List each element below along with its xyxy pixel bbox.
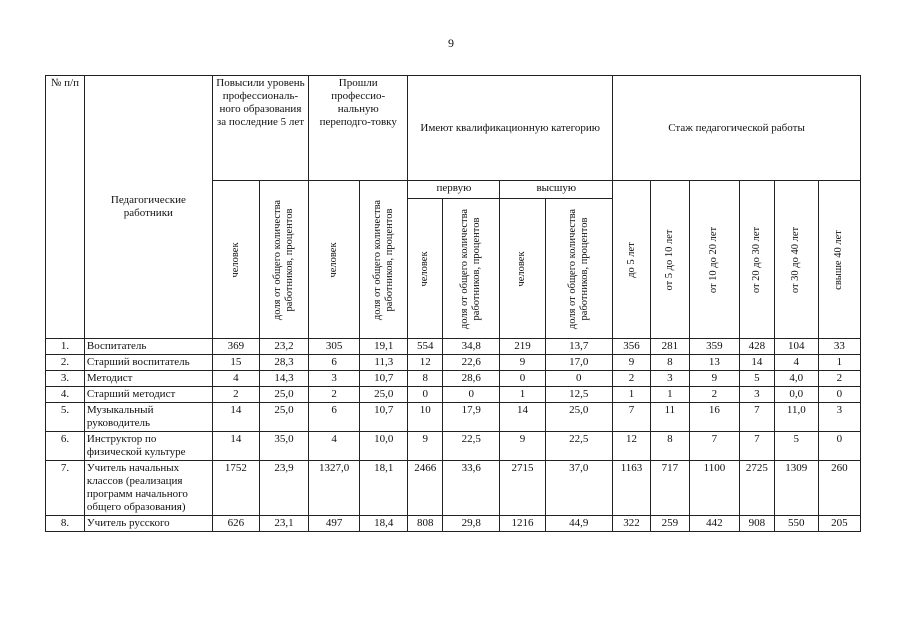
header-qual-high: высшую bbox=[500, 181, 613, 199]
row-value: 3 bbox=[739, 387, 774, 403]
row-value: 22,6 bbox=[443, 355, 500, 371]
row-value: 104 bbox=[774, 339, 818, 355]
row-value: 28,6 bbox=[443, 371, 500, 387]
header-experience: Стаж педагогической работы bbox=[613, 76, 861, 181]
row-value: 7 bbox=[739, 403, 774, 432]
row-value: 44,9 bbox=[545, 516, 613, 532]
row-value: 2 bbox=[818, 371, 860, 387]
header-num: № п/п bbox=[46, 76, 85, 339]
row-value: 2 bbox=[613, 371, 651, 387]
row-value: 442 bbox=[689, 516, 739, 532]
table-row bbox=[46, 387, 861, 403]
row-value: 19,1 bbox=[360, 339, 408, 355]
row-value: 356 bbox=[613, 339, 651, 355]
row-position: Воспитатель bbox=[84, 339, 212, 355]
row-position: Инструктор по физической культуре bbox=[84, 432, 212, 461]
row-number: 1. bbox=[46, 339, 85, 355]
col-first-people: человек bbox=[419, 250, 431, 287]
row-value: 9 bbox=[500, 432, 545, 461]
col-exp-1: от 5 до 10 лет bbox=[663, 228, 675, 291]
col-retrain-share: доля от общего количества работников, процентов bbox=[371, 199, 395, 320]
row-value: 497 bbox=[309, 516, 360, 532]
staff-table bbox=[45, 75, 861, 532]
row-value: 7 bbox=[739, 432, 774, 461]
row-value: 6 bbox=[309, 403, 360, 432]
row-value: 7 bbox=[613, 403, 651, 432]
row-value: 4 bbox=[309, 432, 360, 461]
row-value: 1309 bbox=[774, 461, 818, 516]
header-workers: Педагогические работники bbox=[84, 76, 212, 339]
table-row bbox=[46, 516, 861, 532]
row-value: 1752 bbox=[212, 461, 259, 516]
row-value: 3 bbox=[309, 371, 360, 387]
col-first-share: доля от общего количества работников, процентов bbox=[459, 208, 483, 329]
row-value: 4 bbox=[774, 355, 818, 371]
row-value: 13,7 bbox=[545, 339, 613, 355]
table-body bbox=[46, 339, 861, 532]
row-value: 0 bbox=[443, 387, 500, 403]
header-qualification: Имеют квалификационную категорию bbox=[408, 76, 613, 181]
row-value: 28,3 bbox=[259, 355, 308, 371]
row-value: 25,0 bbox=[259, 387, 308, 403]
row-value: 369 bbox=[212, 339, 259, 355]
row-value: 2715 bbox=[500, 461, 545, 516]
row-value: 2 bbox=[212, 387, 259, 403]
row-value: 13 bbox=[689, 355, 739, 371]
row-value: 305 bbox=[309, 339, 360, 355]
row-position: Старший воспитатель bbox=[84, 355, 212, 371]
row-value: 8 bbox=[650, 432, 689, 461]
row-number: 2. bbox=[46, 355, 85, 371]
row-value: 1100 bbox=[689, 461, 739, 516]
row-value: 15 bbox=[212, 355, 259, 371]
row-value: 23,1 bbox=[259, 516, 308, 532]
row-value: 22,5 bbox=[443, 432, 500, 461]
col-exp-5: свыше 40 лет bbox=[833, 229, 845, 290]
row-value: 281 bbox=[650, 339, 689, 355]
row-position: Методист bbox=[84, 371, 212, 387]
row-value: 4,0 bbox=[774, 371, 818, 387]
row-value: 2466 bbox=[408, 461, 443, 516]
row-value: 4 bbox=[212, 371, 259, 387]
row-value: 1163 bbox=[613, 461, 651, 516]
row-value: 0 bbox=[545, 371, 613, 387]
row-value: 23,9 bbox=[259, 461, 308, 516]
row-value: 34,8 bbox=[443, 339, 500, 355]
row-value: 1 bbox=[818, 355, 860, 371]
row-value: 2 bbox=[309, 387, 360, 403]
header-retrain: Прошли профессио-нальную переподго-товку bbox=[309, 76, 408, 181]
row-value: 2725 bbox=[739, 461, 774, 516]
row-value: 14 bbox=[212, 432, 259, 461]
col-exp-4: от 30 до 40 лет bbox=[790, 226, 802, 293]
row-value: 259 bbox=[650, 516, 689, 532]
row-position: Учитель начальных классов (реализация программ начального общего образования) bbox=[84, 461, 212, 516]
row-value: 9 bbox=[689, 371, 739, 387]
row-value: 219 bbox=[500, 339, 545, 355]
row-value: 808 bbox=[408, 516, 443, 532]
row-value: 7 bbox=[689, 432, 739, 461]
row-value: 25,0 bbox=[360, 387, 408, 403]
row-number: 5. bbox=[46, 403, 85, 432]
row-value: 0,0 bbox=[774, 387, 818, 403]
row-value: 10,0 bbox=[360, 432, 408, 461]
row-value: 11,3 bbox=[360, 355, 408, 371]
row-value: 554 bbox=[408, 339, 443, 355]
row-value: 14 bbox=[739, 355, 774, 371]
row-value: 428 bbox=[739, 339, 774, 355]
col-exp-3: от 20 до 30 лет bbox=[750, 226, 762, 293]
row-value: 3 bbox=[818, 403, 860, 432]
row-value: 1216 bbox=[500, 516, 545, 532]
row-value: 17,0 bbox=[545, 355, 613, 371]
row-value: 25,0 bbox=[259, 403, 308, 432]
row-value: 29,8 bbox=[443, 516, 500, 532]
col-high-share: доля от общего количества работников, процентов bbox=[566, 208, 590, 329]
row-value: 12 bbox=[613, 432, 651, 461]
row-value: 8 bbox=[650, 355, 689, 371]
col-upgrade-people: человек bbox=[229, 241, 241, 278]
row-value: 0 bbox=[818, 432, 860, 461]
table-row bbox=[46, 371, 861, 387]
row-value: 14,3 bbox=[259, 371, 308, 387]
table-row bbox=[46, 403, 861, 432]
row-value: 14 bbox=[500, 403, 545, 432]
row-value: 10,7 bbox=[360, 371, 408, 387]
row-value: 9 bbox=[613, 355, 651, 371]
row-value: 25,0 bbox=[545, 403, 613, 432]
row-value: 1327,0 bbox=[309, 461, 360, 516]
row-value: 11,0 bbox=[774, 403, 818, 432]
row-value: 22,5 bbox=[545, 432, 613, 461]
row-position: Учитель русского bbox=[84, 516, 212, 532]
row-number: 3. bbox=[46, 371, 85, 387]
row-value: 14 bbox=[212, 403, 259, 432]
row-value: 23,2 bbox=[259, 339, 308, 355]
col-exp-0: до 5 лет bbox=[625, 241, 637, 278]
col-retrain-people: человек bbox=[328, 241, 340, 278]
row-value: 908 bbox=[739, 516, 774, 532]
header-qual-first: первую bbox=[408, 181, 500, 199]
row-value: 3 bbox=[650, 371, 689, 387]
row-value: 359 bbox=[689, 339, 739, 355]
row-value: 37,0 bbox=[545, 461, 613, 516]
row-value: 17,9 bbox=[443, 403, 500, 432]
row-value: 33,6 bbox=[443, 461, 500, 516]
table-row bbox=[46, 355, 861, 371]
row-value: 6 bbox=[309, 355, 360, 371]
row-value: 11 bbox=[650, 403, 689, 432]
row-number: 8. bbox=[46, 516, 85, 532]
row-value: 1 bbox=[613, 387, 651, 403]
row-value: 12,5 bbox=[545, 387, 613, 403]
row-position: Музыкальный руководитель bbox=[84, 403, 212, 432]
row-value: 626 bbox=[212, 516, 259, 532]
row-value: 16 bbox=[689, 403, 739, 432]
row-value: 1 bbox=[650, 387, 689, 403]
row-value: 10 bbox=[408, 403, 443, 432]
row-value: 9 bbox=[408, 432, 443, 461]
row-value: 205 bbox=[818, 516, 860, 532]
table-row bbox=[46, 432, 861, 461]
header-upgrade: Повысили уровень профессиональ-ного образования за последние 5 лет bbox=[212, 76, 308, 181]
col-high-people: человек bbox=[516, 250, 528, 287]
col-upgrade-share: доля от общего количества работников, процентов bbox=[271, 199, 295, 320]
row-value: 260 bbox=[818, 461, 860, 516]
row-value: 8 bbox=[408, 371, 443, 387]
table-row bbox=[46, 339, 861, 355]
row-value: 0 bbox=[500, 371, 545, 387]
row-value: 2 bbox=[689, 387, 739, 403]
row-value: 18,1 bbox=[360, 461, 408, 516]
row-position: Старший методист bbox=[84, 387, 212, 403]
row-value: 5 bbox=[774, 432, 818, 461]
page-number: 9 bbox=[448, 36, 454, 50]
row-number: 7. bbox=[46, 461, 85, 516]
row-value: 1 bbox=[500, 387, 545, 403]
row-value: 35,0 bbox=[259, 432, 308, 461]
row-number: 4. bbox=[46, 387, 85, 403]
table-row bbox=[46, 461, 861, 516]
col-exp-2: от 10 до 20 лет bbox=[708, 226, 720, 293]
row-value: 0 bbox=[408, 387, 443, 403]
row-value: 12 bbox=[408, 355, 443, 371]
row-value: 717 bbox=[650, 461, 689, 516]
row-value: 33 bbox=[818, 339, 860, 355]
row-number: 6. bbox=[46, 432, 85, 461]
row-value: 9 bbox=[500, 355, 545, 371]
row-value: 18,4 bbox=[360, 516, 408, 532]
row-value: 550 bbox=[774, 516, 818, 532]
row-value: 10,7 bbox=[360, 403, 408, 432]
row-value: 5 bbox=[739, 371, 774, 387]
row-value: 0 bbox=[818, 387, 860, 403]
row-value: 322 bbox=[613, 516, 651, 532]
